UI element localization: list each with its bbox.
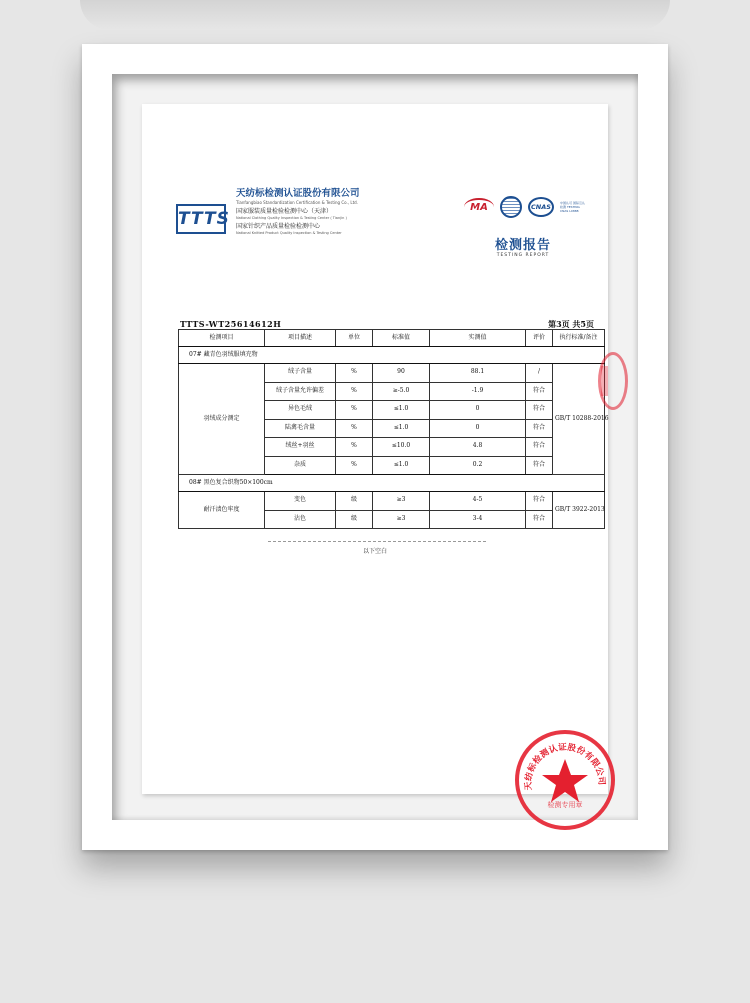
seal-bottom-text: 检测专用章 xyxy=(547,801,583,809)
item-unit: % xyxy=(336,401,373,420)
center-knitted-en: National Knitted Product Quality Inspection & Testing Center xyxy=(236,231,342,235)
blank-note: 以下空白 xyxy=(362,548,387,555)
item-unit: 级 xyxy=(336,492,373,511)
column-header: 项目描述 xyxy=(265,330,336,347)
item-standard: GB/T 10288-2016 xyxy=(553,364,605,475)
test-item: 耐汗渍色牢度 xyxy=(179,492,265,529)
item-unit: % xyxy=(336,438,373,457)
table-row xyxy=(179,364,605,383)
item-eval: 符合 xyxy=(526,438,553,457)
center-clothing: 国家服装质量检验检测中心（天津） xyxy=(236,208,333,215)
column-header: 评价 xyxy=(526,330,553,347)
cnas-logo: CNAS xyxy=(528,197,554,217)
item-std: ≤10.0 xyxy=(373,438,430,457)
item-eval: 符合 xyxy=(526,419,553,438)
item-measured: 4.8 xyxy=(430,438,526,457)
item-measured: 3-4 xyxy=(430,510,526,529)
item-desc: 异色毛绒 xyxy=(265,401,336,420)
item-eval: 符合 xyxy=(526,382,553,401)
ttts-logo: TTTS xyxy=(176,204,226,234)
item-eval: 符合 xyxy=(526,492,553,511)
item-measured: 0 xyxy=(430,401,526,420)
item-std: ≤1.0 xyxy=(373,419,430,438)
item-measured: 0 xyxy=(430,419,526,438)
cma-logo: MA xyxy=(464,198,494,216)
column-header: 执行标准/备注 xyxy=(553,330,605,347)
sample-label: 08# 黑色复合织物50×100cm xyxy=(179,475,605,492)
item-desc: 陆禽毛含量 xyxy=(265,419,336,438)
item-std: ≤1.0 xyxy=(373,401,430,420)
item-standard: GB/T 3922-2013 xyxy=(553,492,605,529)
wall-shadow xyxy=(80,0,670,30)
item-measured: 4-5 xyxy=(430,492,526,511)
sample-label: 07# 藏青色羽绒服填充物 xyxy=(179,347,605,364)
column-header: 实测值 xyxy=(430,330,526,347)
column-header: 标准值 xyxy=(373,330,430,347)
item-desc: 沾色 xyxy=(265,510,336,529)
cnas-subtext: 中国认可 国际互认 检测 TESTING CNAS L0888 xyxy=(560,201,585,213)
table-row xyxy=(179,492,605,511)
page-info: 第3页 共5页 xyxy=(548,319,594,329)
sample-row xyxy=(179,475,605,492)
column-header: 单位 xyxy=(336,330,373,347)
item-std: ≥3 xyxy=(373,492,430,511)
center-clothing-en: National Clothing Quality Inspection & Testing Center ( Tianjin ) xyxy=(236,216,347,220)
org-block xyxy=(236,188,360,236)
item-std: ≥3 xyxy=(373,510,430,529)
item-eval: / xyxy=(526,364,553,383)
item-measured: 88.1 xyxy=(430,364,526,383)
ilac-globe-icon xyxy=(500,196,522,218)
report-title xyxy=(478,234,568,258)
report-number: TTTS-WT25614612H xyxy=(180,319,282,329)
center-knitted: 国家针织产品质量检验检测中心 xyxy=(236,223,321,230)
column-header: 检测项目 xyxy=(179,330,265,347)
item-measured: 0.2 xyxy=(430,456,526,475)
item-std: ≥-5.0 xyxy=(373,382,430,401)
report-title-zh: 检测报告 xyxy=(494,238,551,253)
org-name: 天纺标检测认证股份有限公司 xyxy=(236,188,360,199)
item-eval: 符合 xyxy=(526,401,553,420)
item-unit: 级 xyxy=(336,510,373,529)
item-unit: % xyxy=(336,419,373,438)
item-unit: % xyxy=(336,382,373,401)
item-eval: 符合 xyxy=(526,510,553,529)
picture-frame xyxy=(82,44,668,850)
item-unit: % xyxy=(336,456,373,475)
results-table xyxy=(178,329,609,529)
frame-mat xyxy=(112,74,638,820)
seal-ring-label: 天纺标检测认证股份有限公司 xyxy=(523,742,607,791)
report-page xyxy=(142,104,609,809)
blank-divider xyxy=(268,541,486,542)
cert-logos xyxy=(464,196,586,218)
item-eval: 符合 xyxy=(526,456,553,475)
edge-stamp-mark xyxy=(601,366,608,396)
item-desc: 绒丝+羽丝 xyxy=(265,438,336,457)
item-std: 90 xyxy=(373,364,430,383)
test-item: 羽绒成分测定 xyxy=(179,364,265,475)
item-desc: 杂质 xyxy=(265,456,336,475)
org-name-en: Tianfangbiao Standardization Certification & Testing Co., Ltd. xyxy=(236,200,358,205)
table-header-row xyxy=(179,330,605,347)
item-desc: 绒子含量允许偏差 xyxy=(265,382,336,401)
item-desc: 变色 xyxy=(265,492,336,511)
item-unit: % xyxy=(336,364,373,383)
item-std: ≤1.0 xyxy=(373,456,430,475)
item-desc: 绒子含量 xyxy=(265,364,336,383)
sample-row xyxy=(179,347,605,364)
item-measured: -1.9 xyxy=(430,382,526,401)
report-title-en: TESTING REPORT xyxy=(496,253,550,258)
